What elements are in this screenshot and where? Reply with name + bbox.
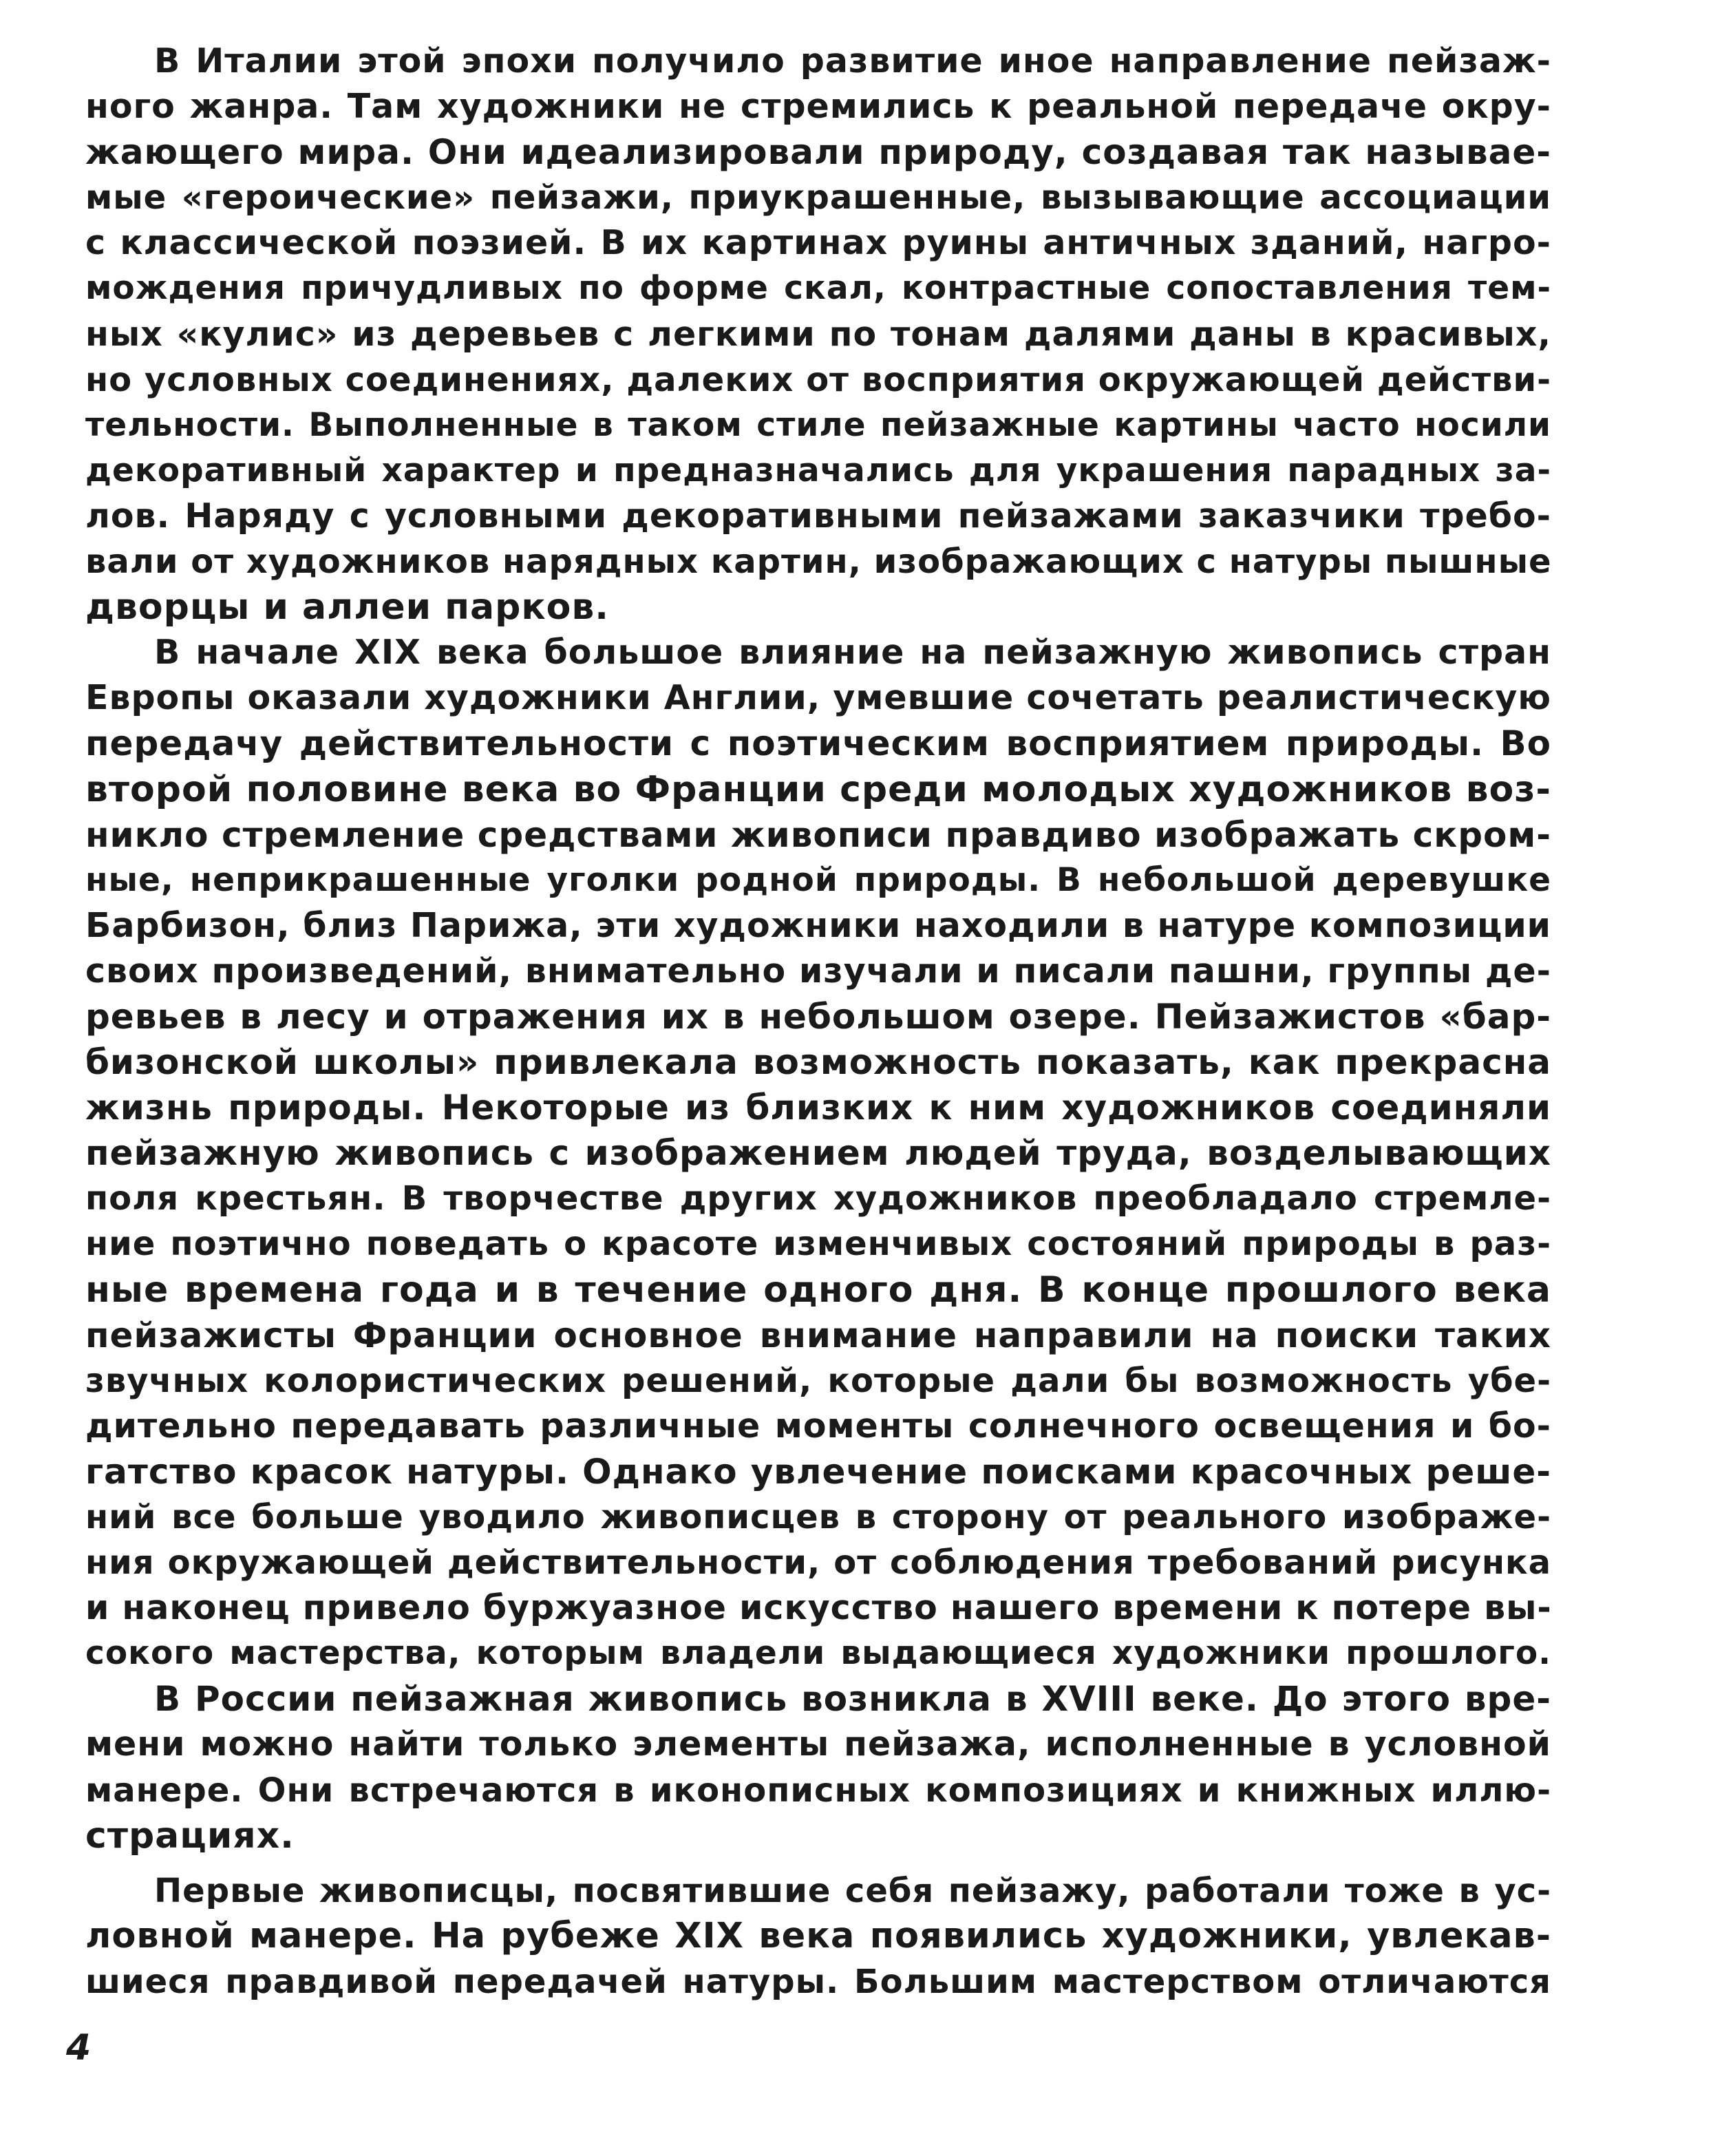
text-line: Первые живописцы, посвятившие себя пейзажу, работали тоже в ус-	[154, 1871, 1551, 1910]
text-line: лов. Наряду с условными декоративными пейзажами заказчики требо-	[85, 496, 1551, 536]
text-line: шиеся правдивой передачей натуры. Большим мастерством отличаются	[85, 1962, 1551, 2001]
text-line: пейзажисты Франции основное внимание направили на поиски таких	[85, 1315, 1551, 1355]
text-line: и наконец привело буржуазное искусство нашего времени к потере вы-	[85, 1588, 1552, 1628]
text-line: гатство красок натуры. Однако увлечение поисками красочных реше-	[85, 1451, 1551, 1492]
paragraph	[85, 39, 1620, 630]
text-line: пейзажную живопись с изображением людей труда, возделывающих	[85, 1133, 1551, 1174]
text-line: ний все больше уводило живописцев в сторону от реального изображе-	[85, 1498, 1551, 1536]
text-line: ные времена года и в течение одного дня. В конце прошлого века	[85, 1269, 1551, 1311]
text-line: В Италии этой эпохи получило развитие иное направление пейзаж-	[154, 41, 1551, 81]
text-line: жизнь природы. Некоторые из близких к ним художников соединяли	[85, 1088, 1551, 1128]
text-line: В начале XIX века большое влияние на пейзажную живопись стран	[154, 633, 1551, 673]
text-line: никло стремление средствами живописи правдиво изображать скром-	[85, 814, 1551, 855]
text-line: ловной манере. На рубеже XIX века появились художники, увлекав-	[85, 1915, 1551, 1956]
text-line: бизонской школы» привлекала возможность показать, как прекрасна	[85, 1042, 1551, 1083]
text-line: ревьев в лесу и отражения их в небольшом озере. Пейзажистов «бар-	[85, 996, 1551, 1037]
text-line: звучных колористических решений, которые дали бы возможность убе-	[85, 1361, 1551, 1400]
text-line: мождения причудливых по форме скал, контрастные сопоставления тем-	[85, 269, 1551, 308]
text-line: Европы оказали художники Англии, умевшие сочетать реалистическую	[85, 678, 1551, 718]
text-line: манере. Они встречаются в иконописных композициях и книжных иллю-	[85, 1771, 1551, 1810]
text-line: второй половине века во Франции среди молодых художников воз-	[85, 768, 1551, 810]
text-line: ние поэтично поведать о красоте изменчивых состояний природы в раз-	[85, 1225, 1551, 1264]
text-line: мени можно найти только элементы пейзажа, исполненные в условной	[85, 1724, 1551, 1764]
text-line: с классической поэзией. В их картинах руины античных зданий, нагро-	[85, 223, 1551, 263]
text-line: В России пейзажная живопись возникла в XVIII веке. До этого вре-	[154, 1679, 1551, 1720]
text-line: жающего мира. Они идеализировали природу, создавая так называе-	[85, 132, 1551, 173]
page-number: 4	[66, 2027, 92, 2069]
text-line: ные, неприкрашенные уголки родной природы. В небольшой деревушке	[85, 860, 1551, 899]
text-line: ного жанра. Там художники не стремились к реальной передаче окру-	[85, 87, 1551, 127]
text-line: сокого мастерства, которым владели выдающиеся художники прошлого.	[85, 1634, 1551, 1673]
text-line: дворцы и аллеи парков.	[85, 586, 610, 628]
text-line: дительно передавать различные моменты солнечного освещения и бо-	[85, 1406, 1551, 1446]
body-text	[85, 39, 1620, 2005]
text-line: но условных соединениях, далеких от восприятия окружающей действи-	[85, 360, 1551, 399]
text-line: Барбизон, близ Парижа, эти художники находили в натуре композиции	[85, 905, 1551, 945]
text-line: тельности. Выполненные в таком стиле пейзажные картины часто носили	[85, 405, 1551, 444]
text-line: страциях.	[85, 1815, 295, 1857]
paragraph	[85, 1676, 1620, 1858]
text-line: передачу действительности с поэтическим восприятием природы. Во	[85, 723, 1551, 764]
text-line: своих произведений, внимательно изучали и писали пашни, группы де-	[85, 951, 1551, 991]
text-line: поля крестьян. В творчестве других художников преобладало стремле-	[85, 1179, 1551, 1218]
text-line: мые «героические» пейзажи, приукрашенные, вызывающие ассоциации	[85, 178, 1551, 218]
text-line: вали от художников нарядных картин, изображающих с натуры пышные	[85, 542, 1552, 582]
text-line: декоративный характер и предназначались для украшения парадных за-	[85, 451, 1551, 489]
text-line: ных «кулис» из деревьев с легкими по тонам далями даны в красивых,	[85, 314, 1551, 354]
text-line: ния окружающей действительности, от соблюдения требований рисунка	[85, 1543, 1551, 1583]
paragraph	[85, 630, 1620, 1676]
paragraph	[85, 1868, 1620, 2005]
